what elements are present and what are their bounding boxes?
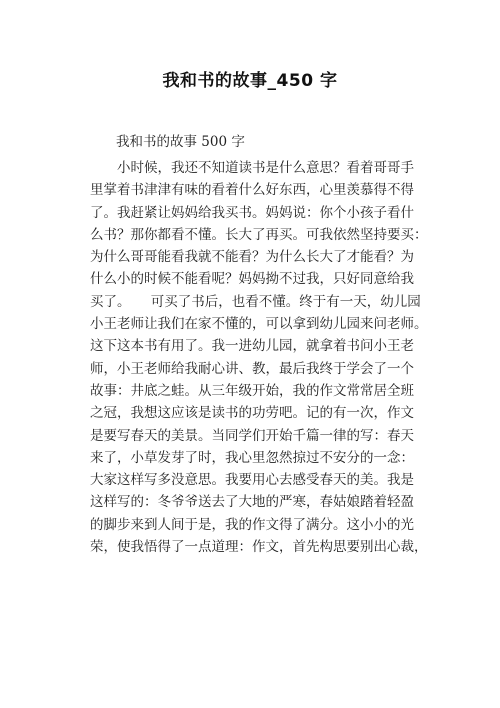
body-line: 师，小王老师给我耐心讲、教，最后我终于学会了一个 bbox=[90, 360, 414, 377]
body-line: 么书？那你都看不懂。长大了再买。可我依然坚持要买： bbox=[90, 226, 428, 243]
body-line: 这样写的：冬爷爷送去了大地的严寒，春姑娘踏着轻盈 bbox=[90, 494, 414, 511]
body-line: 来了，小草发芽了时，我心里忽然掠过不安分的一念： bbox=[90, 449, 414, 466]
body-text bbox=[90, 157, 428, 558]
body-line: 之冠，我想这应该是读书的功劳吧。记的有一次，作文 bbox=[90, 405, 414, 422]
body-line: 什么小的时候不能看呢？妈妈拗不过我，只好同意给我 bbox=[90, 271, 414, 288]
body-line: 是要写春天的美景。当同学们开始千篇一律的写：春天 bbox=[90, 427, 414, 444]
body-line: 小王老师让我们在家不懂的，可以拿到幼儿园来问老师。 bbox=[90, 316, 428, 333]
body-line: 这下这本书有用了。我一进幼儿园，就拿着书问小王老 bbox=[90, 338, 414, 355]
body-line: 故事：井底之蛙。从三年级开始，我的作文常常居全班 bbox=[90, 382, 414, 399]
document-title: 我和书的故事_450 字 bbox=[162, 71, 338, 91]
body-line: 荣，使我悟得了一点道理：作文，首先构思要别出心裁， bbox=[90, 539, 428, 556]
body-line: 大家这样写多没意思。我要用心去感受春天的美。我是 bbox=[90, 472, 414, 489]
body-line: 了。我赶紧让妈妈给我买书。妈妈说：你个小孩子看什 bbox=[90, 204, 414, 221]
body-line: 的脚步来到人间于是，我的作文得了满分。这小小的光 bbox=[90, 516, 414, 533]
body-line: 为什么哥哥能看我就不能看？为什么长大了才能看？为 bbox=[90, 249, 414, 266]
body-line: 买了。 可买了书后，也看不懂。终于有一天，幼儿园 bbox=[90, 293, 421, 310]
body-line: 小时候，我还不知道读书是什么意思？看着哥哥手 bbox=[90, 160, 414, 176]
body-line: 里掌着书津津有味的看着什么好东西，心里羡慕得不得 bbox=[90, 182, 414, 199]
document-subtitle: 我和书的故事 500 字 bbox=[116, 134, 245, 150]
